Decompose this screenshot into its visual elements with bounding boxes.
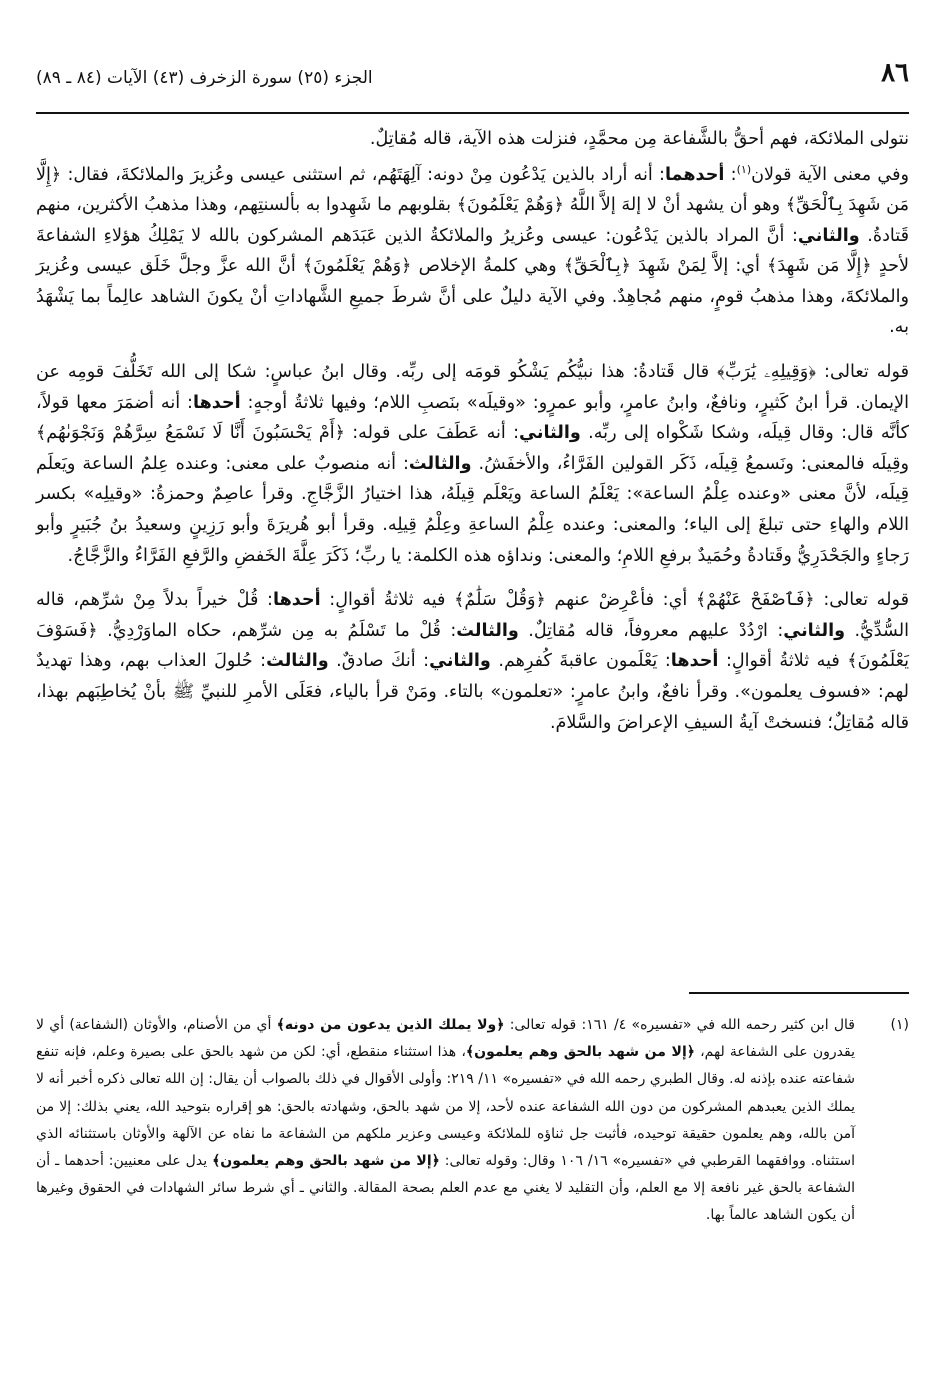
page-header (36, 58, 909, 98)
footnotes (36, 1012, 909, 1230)
footnote-rule (689, 992, 909, 994)
header-rule (36, 112, 909, 114)
footnote-number: (١) (890, 1017, 909, 1033)
running-head: الجزء (٢٥) سورة الزخرف (٤٣) الآيات (٨٤ ـ ٨٩) (36, 68, 373, 88)
paragraph-1: نتولى الملائكة، فهم أحقُّ بالشَّفاعة مِن محمَّدٍ، فنزلت هذه الآية، قاله مُقاتِلٌ. (369, 129, 909, 149)
paragraph-4: قوله تعالى: ﴿فَٱصْفَحْ عَنْهُمْ﴾ أي: فأعْرِضْ عنهم ﴿وَقُلْ سَلَٰمٌ﴾ فيه ثلاثةُ أقوالٍ: أحدها: قُلْ خيراً بدلاً مِنْ شرِّهم، قاله السُّدِّيُّ. والثاني: ارْدُدْ عليهم معروفاً، قاله مُقاتِلٌ. والثالث: قُلْ ما تَسْلَمُ به مِن شرِّهم، حكاه الماوَرْدِيُّ. ﴿فَسَوْفَ يَعْلَمُونَ﴾ فيه ثلاثةُ أقوالٍ: أحدها: يَعْلَمون عاقبةَ كُفرِهم. والثاني: أنكَ صادقٌ. والثالث: حُلولَ العذاب بهم، وهذا تهديدٌ لهم: «فسوف يعلمون». وقرأ نافعٌ، وابنُ عامرٍ: «تعلمون» بالتاء. ومَنْ قرأ بالياء، فعَلَى الأمرِ للنبيِّ ﷺ بأنْ يُخاطِبَهم بهذا، قاله مُقاتِلٌ؛ فنسختْ آيةُ السيفِ الإعراضَ والسَّلامَ. (36, 590, 910, 733)
paragraph-3: قوله تعالى: ﴿وَقِيلِهِۦ يَٰرَبِّ﴾ قال قَتادةُ: هذا نبيُّكُم يَشْكُو قومَه إلى ربِّه. وقال ابنُ عباسٍ: شكا إلى الله تَخَلُّفَ قومِه عن الإيمان. قرأ ابنُ كَثيرٍ، ونافعٌ، وابنُ عامرٍ، وأبو عمرٍو: «وقيلَه» بنَصبِ اللام؛ وفيها ثلاثةُ أوجهٍ: أحدها: أنه أضمَرَ معها قولاً، كأنَّه قال: وقال قِيلَه، وشكا شَكْواه إلى ربِّه. والثاني: أنه عَطَفَ على قوله: ﴿أَمْ يَحْسَبُونَ أَنَّا لَا نَسْمَعُ سِرَّهُمْ وَنَجْوَىٰهُم﴾ وقِيلَه فالمعنى: ونَسمعُ قِيلَه، ذَكَر القولين الفَرَّاءُ، والأخفَشُ. والثالث: أنه منصوبٌ على معنى: وعنده عِلمُ الساعة ويَعلَم قِيلَه، لأنَّ معنى «وعنده عِلْمُ الساعة»: يَعْلَمُ الساعة ويَعْلَم قِيلَهُ، هذا اختيارُ الزَّجَّاجِ. وقرأ عاصِمٌ وحمزةُ: «وقيلِه» بكسر اللام والهاءِ حتى تبلغَ إلى الياء؛ والمعنى: وعنده عِلْمُ الساعةِ وعِلْمُ قِيلِه. وقرأ أبو هُريرَةَ وأبو رَزِينٍ وسعيدُ بنُ جُبَيرٍ وأبو رَجاءٍ والجَحْدَرِيُّ وقَتادةُ وحُمَيدٌ برفعِ اللامِ؛ والمعنى: ونداؤه هذه الكلمة: يا ربِّ؛ ذَكَرَ عِلَّةَ الخَفضِ والرَّفعِ الفَرَّاءُ والزَّجَّاجُ. (36, 362, 909, 566)
footnote-text: قال ابن كثير رحمه الله في «تفسيره» ٤/ ١٦١: قوله تعالى: ﴿ولا يملك الذين يدعون من دونه﴾ أي من الأصنام، والأوثان (الشفاعة) أي لا يقدرون على الشفاعة لهم، ﴿إلا من شهد بالحق وهم يعلمون﴾، هذا استثناء منقطع، أي: لكن من شهد بالحق على بصيرة وعلم، فإنه تنفع شفاعته عنده بإذنه له. وقال الطبري رحمه الله في «تفسيره» ١١/ ٢١٩: وأولى الأقوال في ذلك بالصواب أن يقال: إن الله تعالى ذكره أخبر أنه لا يملك الذين يعبدهم المشركون من دون الله الشفاعة عنده لأحد، إلا من شهد بالحق، وشهادته بالحق: هو إقراره بتوحيد الله، يعني بذلك: إلا من آمن بالله، وهم يعلمون حقيقة توحيده، فأثبت جل ثناؤه للملائكة وعيسى وعزير ملكهم من الشفاعة ما نفاه عن الآلهة والأوثان باستثنائه الذي استثناه. ووافقهما القرطبي في «تفسيره» ١٦/ ١٠٦ وقال: وقوله تعالى: ﴿إلا من شهد بالحق وهم يعلمون﴾ يدل على معنيين: أحدهما ـ أن الشفاعة بالحق غير نافعة إلا مع العلم، وأن التقليد لا يغني مع عدم العلم بصحة المقالة. والثاني ـ أي شرط سائر الشهادات في الحقوق وغيرها أن يكون الشاهد عالماً بها. (36, 1017, 856, 1224)
main-text (36, 124, 909, 738)
page-number: ٨٦ (881, 58, 909, 88)
paragraph-2: وفي معنى الآية قولان$^{(١)}$: أحدهما: أنه أراد بالذين يَدْعُون مِنْ دونه: آلِهَتَهُم، ثم استثنى عيسى وعُزيرَ والملائكةَ، فقال: ﴿إِلَّا مَن شَهِدَ بِٱلْحَقِّ﴾ وهو أن يشهد أنْ لا إلهَ إلاَّ اللَّهُ ﴿وَهُمْ يَعْلَمُونَ﴾ بقلوبهم ما شَهِدوا به بألسنتِهم، وهذا مذهبُ الأكثرين، منهم قَتادةُ. والثاني: أنَّ المراد بالذين يَدْعُون: عيسى وعُزيرُ والملائكةُ الذين عَبَدَهم المشركون بالله لا يَمْلِكُ هؤلاءِ الشفاعةَ لأحدٍ ﴿إِلَّا مَن شَهِدَ﴾ أي: إلاَّ لِمَنْ شَهِدَ ﴿بِٱلْحَقِّ﴾ وهي كلمةُ الإخلاص ﴿وَهُمْ يَعْلَمُونَ﴾ أنَّ الله عزَّ وجلَّ خَلَق عيسى وعُزيرَ والملائكةَ، وهذا مذهبُ قومٍ، منهم مُجاهِدٌ. وفي الآية دليلٌ على أنَّ شرطَ جميعِ الشَّهاداتِ أنْ يكونَ الشاهد عالِماً بما يَشْهَدُ به. (36, 162, 909, 338)
footnote-ref[interactable]: (١) (736, 162, 752, 176)
